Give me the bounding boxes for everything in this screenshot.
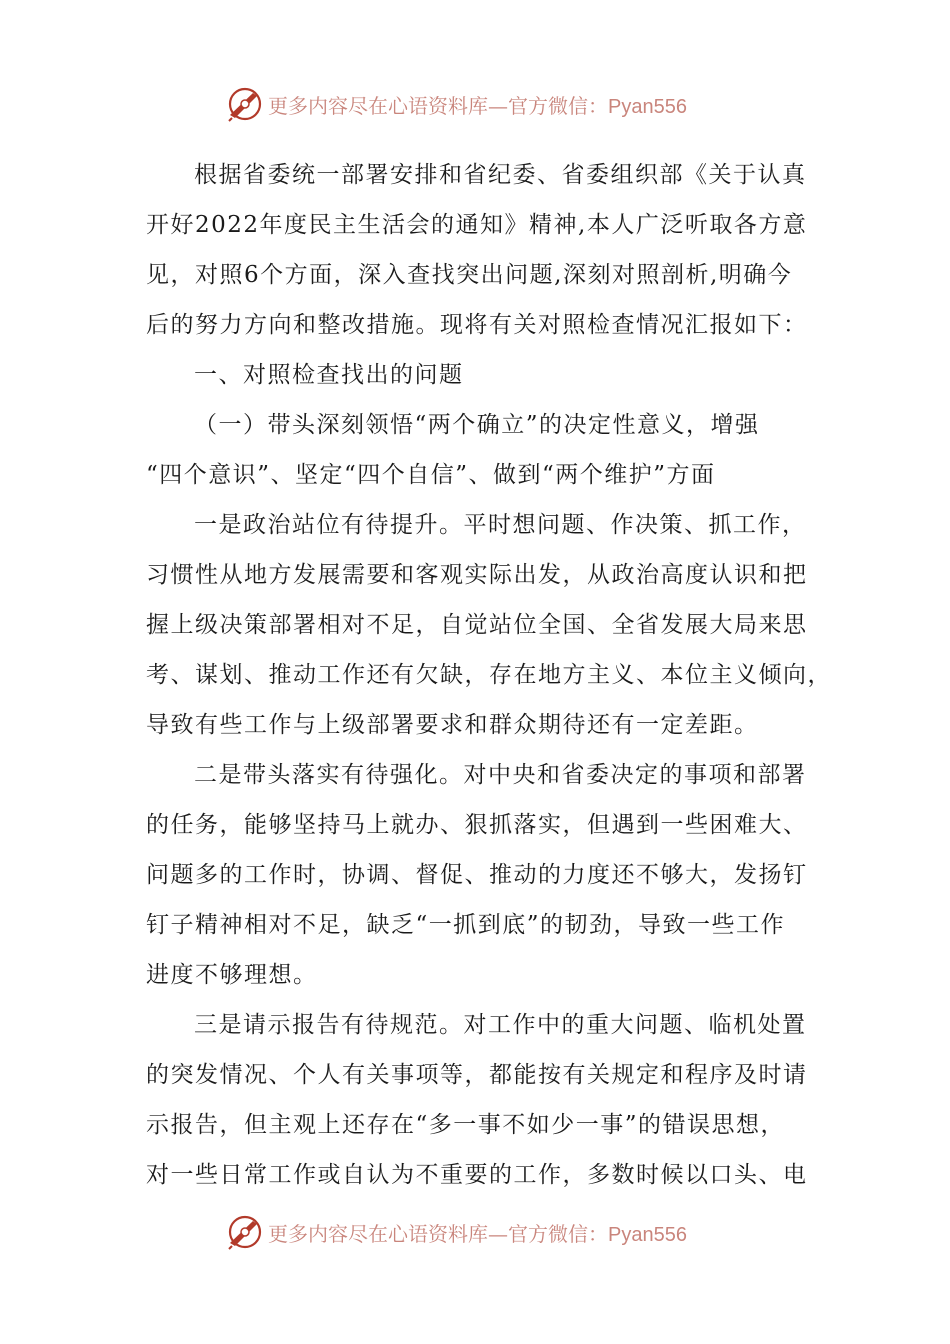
watermark-banner-bottom <box>226 1212 687 1252</box>
watermark-banner-top <box>226 84 687 124</box>
text-line: 考、谋划、推动工作还有欠缺，存在地方主义、本位主义倾向， <box>146 662 832 688</box>
text-line: 问题多的工作时，协调、督促、推动的力度还不够大，发扬钉 <box>146 862 808 888</box>
watermark-text: 更多内容尽在心语资料库—官方微信： <box>268 1221 608 1246</box>
text-line: 见，对照6个方面，深入查找突出问题,深刻对照剖析,明确今 <box>146 262 793 288</box>
text-line: 的突发情况、个人有关事项等，都能按有关规定和程序及时请 <box>146 1062 808 1088</box>
text-line: 根据省委统一部署安排和省纪委、省委组织部《关于认真 <box>194 162 807 188</box>
text-line: 示报告，但主观上还存在“多一事不如少一事”的错误思想， <box>146 1112 786 1138</box>
section-heading <box>146 350 814 400</box>
text-line: 开好2022年度民主生活会的通知》精神,本人广泛听取各方意 <box>146 212 808 238</box>
pen-logo-icon <box>226 85 264 123</box>
paragraph-intro <box>146 150 814 350</box>
watermark-wechat-id: Pyan556 <box>608 95 687 118</box>
text-line: 一、对照检查找出的问题 <box>194 362 464 388</box>
text-line: 钉子精神相对不足，缺乏“一抓到底”的韧劲，导致一些工作 <box>146 912 786 938</box>
pen-logo-icon <box>226 1213 264 1251</box>
paragraph-point-3 <box>146 1000 814 1200</box>
text-line: 二是带头落实有待强化。对中央和省委决定的事项和部署 <box>194 762 807 788</box>
subsection-heading <box>146 400 814 500</box>
text-line: （一）带头深刻领悟“两个确立”的决定性意义，增强 <box>194 412 760 438</box>
text-line: 习惯性从地方发展需要和客观实际出发，从政治高度认识和把 <box>146 562 808 588</box>
text-line: “四个意识”、坚定“四个自信”、做到“两个维护”方面 <box>146 462 716 488</box>
text-line: 握上级决策部署相对不足，自觉站位全国、全省发展大局来思 <box>146 612 808 638</box>
paragraph-point-2 <box>146 750 814 1000</box>
text-line: 一是政治站位有待提升。平时想问题、作决策、抓工作， <box>194 512 807 538</box>
text-line: 对一些日常工作或自认为不重要的工作，多数时候以口头、电 <box>146 1162 808 1188</box>
text-line: 三是请示报告有待规范。对工作中的重大问题、临机处置 <box>194 1012 807 1038</box>
watermark-text: 更多内容尽在心语资料库—官方微信： <box>268 93 608 118</box>
text-line: 后的努力方向和整改措施。现将有关对照检查情况汇报如下： <box>146 312 808 338</box>
document-body <box>146 150 832 1200</box>
watermark-wechat-id: Pyan556 <box>608 1223 687 1246</box>
text-line: 的任务，能够坚持马上就办、狠抓落实，但遇到一些困难大、 <box>146 812 808 838</box>
text-line: 进度不够理想。 <box>146 962 318 988</box>
text-line: 导致有些工作与上级部署要求和群众期待还有一定差距。 <box>146 712 759 738</box>
paragraph-point-1 <box>146 500 832 750</box>
